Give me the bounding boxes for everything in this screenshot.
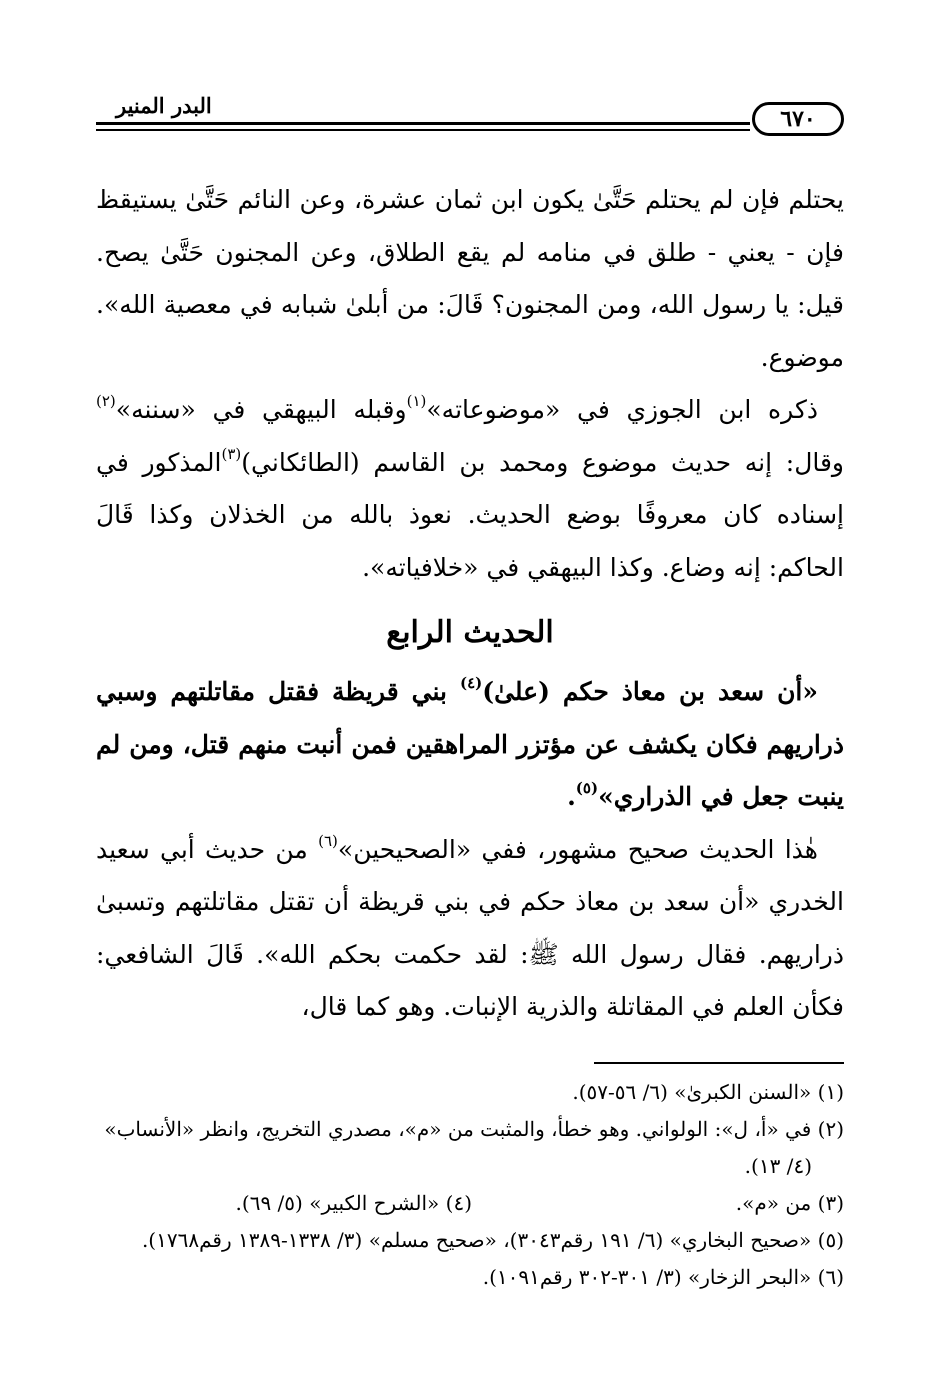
- footnote-4: (٤) «الشرح الكبير» (٥/ ٦٩).: [235, 1190, 472, 1215]
- footnote-5: (٥) «صحيح البخاري» (٦/ ١٩١ رقم٣٠٤٣)، «صحيح مسلم» (٣/ ١٣٣٨-١٣٨٩ رقم١٧٦٨).: [141, 1227, 844, 1252]
- footnote-separator: [594, 1062, 844, 1064]
- footnotes: [96, 1074, 844, 1296]
- footnote-ref-2[interactable]: (٢): [96, 392, 116, 410]
- footnote-ref-6[interactable]: (٦): [318, 831, 338, 850]
- page-header: [96, 92, 844, 148]
- hadith-part-a: «أن سعد بن معاذ حكم (علىٰ): [482, 677, 818, 706]
- footnote-3: (٣) من «م».: [735, 1190, 844, 1215]
- paragraph-2: [96, 384, 844, 594]
- header-rule-top: [96, 122, 750, 125]
- hadith-part-c: .: [567, 782, 576, 811]
- paragraph-2-part-d: المذكور في إسناده كان معروفًا بوضع الحديث. نعوذ بالله من الخذلان وكذا قَالَ الحاكم: إنه وضاع. وكذا البيهقي في «خلافياته».: [96, 447, 844, 582]
- footnote-6: (٦) «البحر الزخار» (٣/ ٣٠١-٣٠٢ رقم١٠٩١).: [482, 1264, 844, 1289]
- hadith-text: [96, 666, 844, 824]
- book-page: [96, 92, 844, 1312]
- footnote-1: (١) «السنن الكبرىٰ» (٦/ ٥٦-٥٧).: [572, 1079, 844, 1104]
- footnote-2: (٢) في «أ، ل»: الولواني. وهو خطأ، والمثبت من «م»، مصدري التخريج، وانظر «الأنساب» (٤/ ١٣).: [104, 1116, 844, 1178]
- main-text: [96, 174, 844, 1034]
- paragraph-4: [96, 824, 844, 1034]
- paragraph-4-part-a: هٰذا الحديث صحيح مشهور، ففي «الصحيحين»: [337, 834, 818, 864]
- paragraph-4-part-b: من حديث أبي سعيد الخدري «أن سعد بن معاذ حكم في بني قريظة أن تقتل مقاتلتهم وتسبىٰ ذراريهم. فقال رسول الله ﷺ: لقد حكمت بحكم الله». قَالَ الشافعي: فكأن العلم في المقاتلة والذرية الإنبات. وهو كما قال،: [96, 834, 844, 1021]
- section-heading: الحديث الرابع: [386, 615, 554, 650]
- paragraph-2-part-b: وقبله البيهقي في «سننه»: [115, 395, 407, 424]
- footnote-ref-5[interactable]: (٥): [575, 779, 599, 797]
- footnote-ref-1[interactable]: (١): [406, 392, 427, 410]
- running-title: البدر المنير: [116, 93, 212, 118]
- footnote-ref-3[interactable]: (٣): [221, 444, 242, 463]
- page-number: ٦٧٠: [752, 102, 844, 136]
- paragraph-1: يحتلم فإن لم يحتلم حَتَّىٰ يكون ابن ثمان عشرة، وعن النائم حَتَّىٰ يستيقظ فإن - يعني - طلق في منامه لم يقع الطلاق، وعن المجنون حَتَّىٰ يصح. قيل: يا رسول الله، ومن المجنون؟ قَالَ: من أبلىٰ شبابه في معصية الله». موضوع.: [96, 185, 844, 372]
- footnote-ref-4[interactable]: (٤): [459, 674, 483, 692]
- footnote-row-3-4: [96, 1185, 844, 1222]
- hadith-part-b: بني قريظة فقتل مقاتلتهم وسبي ذراريهم فكان يكشف عن مؤتزر المراهقين فمن أنبت منهم قتل، ومن لم ينبت جعل في الذراري»: [96, 677, 844, 811]
- paragraph-2-part-c: وقال: إنه حديث موضوع ومحمد بن القاسم (الطائكاني): [241, 447, 844, 477]
- paragraph-2-part-a: ذكره ابن الجوزي في «موضوعاته»: [426, 395, 818, 424]
- header-rule-bottom: [96, 129, 750, 131]
